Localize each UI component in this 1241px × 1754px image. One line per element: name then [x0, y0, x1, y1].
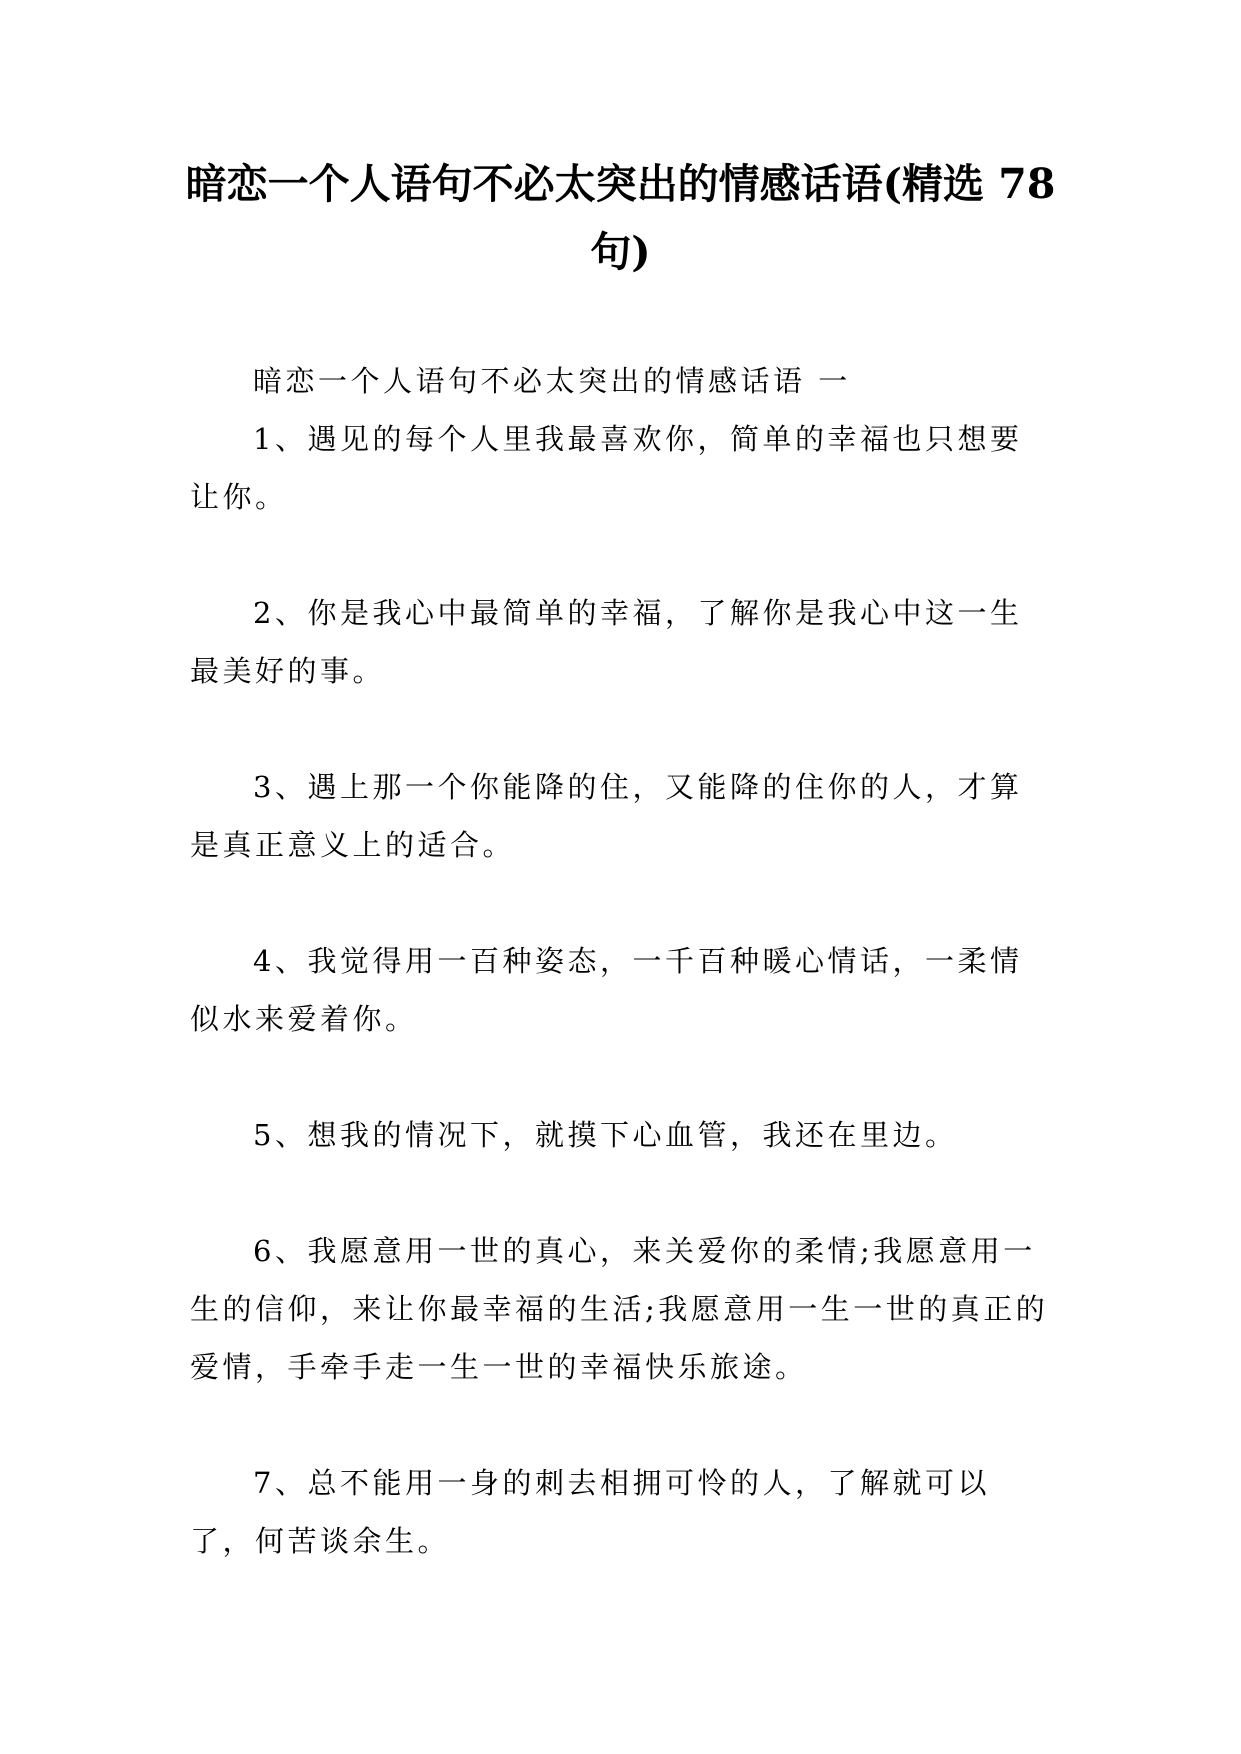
list-item: 2、你是我心中最简单的幸福，了解你是我心中这一生最美好的事。: [190, 596, 1023, 688]
list-item: 7、总不能用一身的刺去相拥可怜的人，了解就可以了，何苦谈余生。: [190, 1466, 990, 1558]
list-item: 5、想我的情况下，就摸下心血管，我还在里边。: [253, 1118, 958, 1152]
list-item: 6、我愿意用一世的真心，来关爱你的柔情;我愿意用一生的信仰，来让你最幸福的生活;我愿意用一生一世的真正的爱情，手牵手走一生一世的幸福快乐旅途。: [190, 1234, 1049, 1384]
document-body: [190, 352, 1052, 1570]
document-title: 暗恋一个人语句不必太突出的情感话语(精选 78 句): [185, 160, 1056, 276]
section-heading: 暗恋一个人语句不必太突出的情感话语 一: [253, 364, 851, 398]
list-item: 4、我觉得用一百种姿态，一千百种暖心情话，一柔情似水来爱着你。: [190, 944, 1023, 1036]
list-item: 3、遇上那一个你能降的住，又能降的住你的人，才算是真正意义上的适合。: [190, 770, 1023, 862]
list-item: 1、遇见的每个人里我最喜欢你，简单的幸福也只想要让你。: [190, 422, 1023, 514]
